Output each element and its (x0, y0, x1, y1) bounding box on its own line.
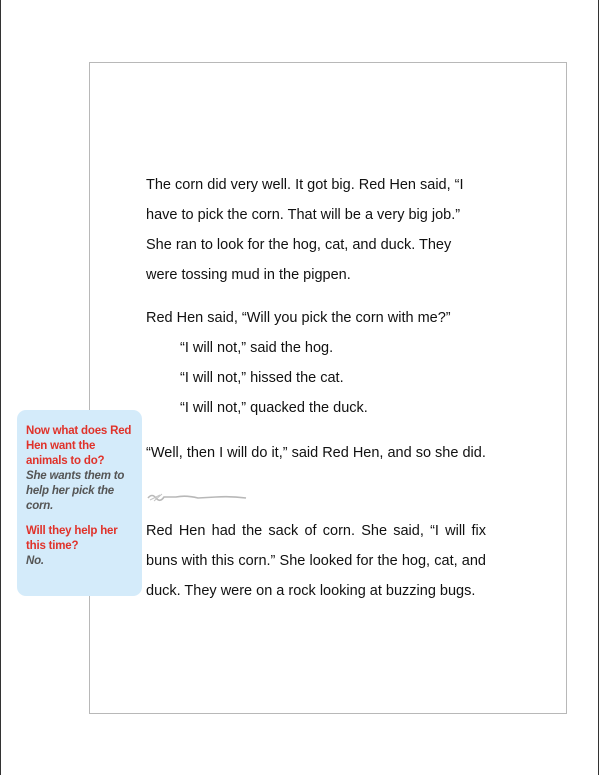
story-paragraph-4 (146, 516, 486, 606)
note-question-2: Will they help her this time? (26, 525, 118, 552)
story-paragraph-2 (146, 303, 486, 423)
scene-break-squiggle-icon (146, 491, 256, 503)
margin-note (17, 410, 142, 596)
dialogue-line: “I will not,” hissed the cat. (180, 370, 344, 386)
story-paragraph-1 (146, 170, 486, 290)
story-text: Red Hen said, “Will you pick the corn with me?” (146, 310, 451, 326)
note-question-1: Now what does Red Hen want the animals to do? (26, 425, 132, 467)
note-answer-1: She wants them to help her pick the corn. (26, 470, 125, 512)
story-text: Red Hen had the sack of corn. She said, “I will fix buns with this corn.” She looked for the hog, cat, and duck. They were on a rock looking at buzzing bugs. (146, 523, 486, 599)
story-text: “Well, then I will do it,” said Red Hen, and so she did. (146, 445, 486, 461)
dialogue-line: “I will not,” quacked the duck. (180, 400, 368, 416)
story-text: The corn did very well. It got big. Red Hen said, “I have to pick the corn. That will be a very big job.” She ran to look for the hog, cat, and duck. They were tossing mud in the pigpen. (146, 177, 464, 283)
note-answer-2: No. (26, 555, 44, 567)
story-paragraph-3 (146, 438, 486, 468)
dialogue-line: “I will not,” said the hog. (180, 340, 334, 356)
